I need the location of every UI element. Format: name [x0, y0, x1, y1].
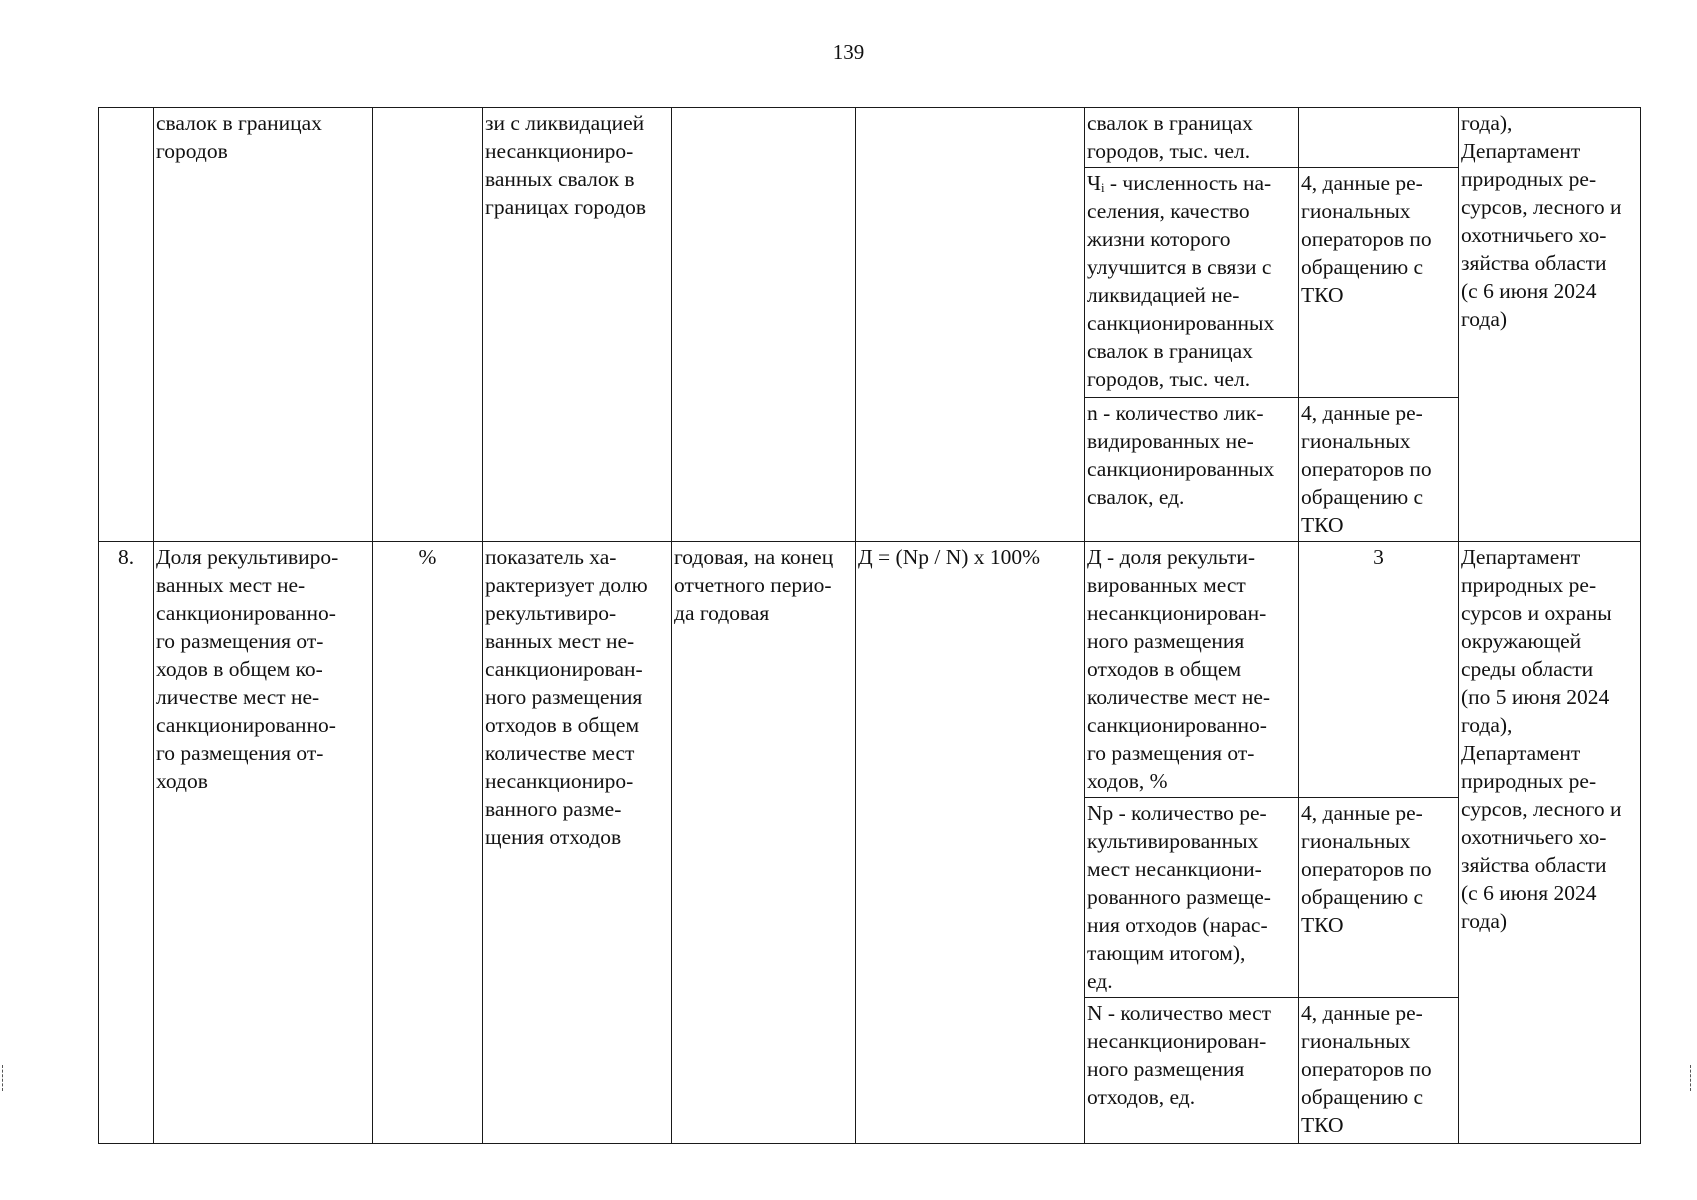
text-line: природных ре-	[1461, 167, 1597, 191]
text-line: показатель ха-	[485, 545, 617, 569]
cell-formula: Д = (Nр / N) х 100%	[856, 542, 1085, 1144]
text-line: операторов по	[1301, 857, 1432, 881]
text-line: санкционированных	[1087, 311, 1275, 335]
text-line: вированных мест	[1087, 573, 1246, 597]
text-line: (с 6 июня 2024	[1461, 881, 1597, 905]
cell-variable	[1085, 168, 1299, 398]
text-line: гиональных	[1301, 1029, 1411, 1053]
text-line: отходов в общем	[485, 713, 640, 737]
text-line: Доля рекультивиро-	[156, 545, 339, 569]
text-line: года),	[1461, 111, 1513, 135]
cell-unit	[373, 108, 483, 542]
text-line: 4, данные ре-	[1301, 801, 1423, 825]
text-line: N - количество мест	[1087, 1001, 1272, 1025]
text-line: ТКО	[1301, 1113, 1344, 1137]
table-row-8	[99, 542, 1641, 798]
table-row-continuation	[99, 108, 1641, 168]
text-line: сурсов и охраны	[1461, 601, 1612, 625]
text-line	[1301, 109, 1456, 137]
text-line: видированных не-	[1087, 429, 1254, 453]
text-line: городов, тыс. чел.	[1087, 139, 1251, 163]
text-line: свалок, ед.	[1087, 485, 1185, 509]
text-line: Nр - количество ре-	[1087, 801, 1267, 825]
text-line: отходов в общем	[1087, 657, 1242, 681]
cell-variable	[1085, 798, 1299, 998]
text-line: количестве мест не-	[1087, 685, 1271, 709]
text-line: Департамент	[1461, 139, 1581, 163]
text-line: (по 5 июня 2024	[1461, 685, 1610, 709]
cell-source	[1299, 398, 1459, 542]
text-line: го размещения от-	[156, 741, 324, 765]
text-line: санкционированно-	[1087, 713, 1267, 737]
text-line: охотничьего хо-	[1461, 825, 1607, 849]
text-line: ходов	[156, 769, 208, 793]
text-line: санкционированно-	[156, 601, 336, 625]
text-line: годовая, на конец	[674, 545, 834, 569]
cell-variable	[1085, 398, 1299, 542]
text-line: го размещения от-	[1087, 741, 1255, 765]
cell-source	[1299, 168, 1459, 398]
text-line: зи с ликвидацией	[485, 111, 645, 135]
cell-formula	[856, 108, 1085, 542]
text-line: природных ре-	[1461, 769, 1597, 793]
text-line: рованного размеще-	[1087, 885, 1271, 909]
text-line: Департамент	[1461, 545, 1581, 569]
text-line: городов	[156, 139, 228, 163]
cell-periodicity	[672, 108, 856, 542]
text-line: несанкциониро-	[485, 769, 634, 793]
text-line: отчетного перио-	[674, 573, 832, 597]
cell-periodicity	[672, 542, 856, 1144]
text-line: ходов в общем ко-	[156, 657, 323, 681]
text-line: отходов, ед.	[1087, 1085, 1196, 1109]
cell-responsible	[1459, 108, 1641, 542]
indicator-table	[98, 107, 1641, 1144]
text-line: личестве мест не-	[156, 685, 320, 709]
text-line: сурсов, лесного и	[1461, 195, 1622, 219]
text-line: окружающей	[1461, 629, 1582, 653]
text-line: рекультивиро-	[485, 601, 617, 625]
text-line: ед.	[1087, 969, 1113, 993]
text-line: ликвидацией не-	[1087, 283, 1240, 307]
text-line: санкционирован-	[485, 657, 643, 681]
text-line: городов, тыс. чел.	[1087, 367, 1251, 391]
text-line: обращению с	[1301, 485, 1424, 509]
text-line: количестве мест	[485, 741, 635, 765]
text-line: природных ре-	[1461, 573, 1597, 597]
text-line: среды области	[1461, 657, 1594, 681]
cell-source	[1299, 798, 1459, 998]
text-line: ного размещения	[485, 685, 643, 709]
text-line: ванных свалок в	[485, 167, 635, 191]
text-line: жизни которого	[1087, 227, 1231, 251]
text-line: 4, данные ре-	[1301, 1001, 1423, 1025]
text-line: санкционированных	[1087, 457, 1275, 481]
cell-unit: %	[373, 542, 483, 1144]
text-line: сурсов, лесного и	[1461, 797, 1622, 821]
text-line: зяйства области	[1461, 853, 1607, 877]
left-binding-mark	[2, 1065, 9, 1091]
text-line: тающим итогом),	[1087, 941, 1246, 965]
cell-number	[99, 108, 154, 542]
text-line: ного размещения	[1087, 1057, 1245, 1081]
text-line: ного размещения	[1087, 629, 1245, 653]
cell-variable	[1085, 542, 1299, 798]
text-line: ходов, %	[1087, 769, 1168, 793]
text-line: Чᵢ - численность на-	[1087, 171, 1272, 195]
text-line: рактеризует долю	[485, 573, 648, 597]
text-line: обращению с	[1301, 885, 1424, 909]
text-line: улучшится в связи с	[1087, 255, 1272, 279]
text-line: свалок в границах	[156, 111, 322, 135]
text-line: года)	[1461, 909, 1508, 933]
cell-responsible	[1459, 542, 1641, 1144]
text-line: щения отходов	[485, 825, 622, 849]
cell-indicator-name	[154, 542, 373, 1144]
page-number: 139	[832, 40, 865, 64]
text-line: 4, данные ре-	[1301, 171, 1423, 195]
text-line: да годовая	[674, 601, 770, 625]
text-line: операторов по	[1301, 457, 1432, 481]
text-line: операторов по	[1301, 227, 1432, 251]
cell-source	[1299, 542, 1459, 798]
right-binding-mark	[1690, 1065, 1697, 1091]
text-line: границах городов	[485, 195, 647, 219]
cell-source	[1299, 998, 1459, 1144]
text-line: гиональных	[1301, 199, 1411, 223]
text-line: ванных мест не-	[485, 629, 635, 653]
text-line: свалок в границах	[1087, 339, 1253, 363]
text-line: мест несанкциони-	[1087, 857, 1262, 881]
text-line: 3	[1373, 545, 1384, 569]
text-line: гиональных	[1301, 429, 1411, 453]
text-line: зяйства области	[1461, 251, 1607, 275]
text-line: (с 6 июня 2024	[1461, 279, 1597, 303]
text-line: ванного разме-	[485, 797, 622, 821]
text-line: несанкционирован-	[1087, 1029, 1267, 1053]
text-line: года),	[1461, 713, 1513, 737]
text-line: санкционированно-	[156, 713, 336, 737]
text-line: го размещения от-	[156, 629, 324, 653]
cell-definition	[483, 542, 672, 1144]
text-line: года)	[1461, 307, 1508, 331]
text-line: операторов по	[1301, 1057, 1432, 1081]
text-line: ния отходов (нарас-	[1087, 913, 1268, 937]
text-line: Д - доля рекульти-	[1087, 545, 1255, 569]
text-line: обращению с	[1301, 1085, 1424, 1109]
text-line: свалок в границах	[1087, 111, 1253, 135]
cell-indicator-name	[154, 108, 373, 542]
cell-variable	[1085, 108, 1299, 168]
text-line: Департамент	[1461, 741, 1581, 765]
cell-variable	[1085, 998, 1299, 1144]
cell-number: 8.	[99, 542, 154, 1144]
text-line: ТКО	[1301, 283, 1344, 307]
text-line: несанкционирован-	[1087, 601, 1267, 625]
text-line: n - количество лик-	[1087, 401, 1264, 425]
text-line: селения, качество	[1087, 199, 1250, 223]
text-line: обращению с	[1301, 255, 1424, 279]
text-line: гиональных	[1301, 829, 1411, 853]
text-line: культивированных	[1087, 829, 1259, 853]
cell-source	[1299, 108, 1459, 168]
text-line: 4, данные ре-	[1301, 401, 1423, 425]
text-line: охотничьего хо-	[1461, 223, 1607, 247]
text-line: несанкциониро-	[485, 139, 634, 163]
text-line: ТКО	[1301, 513, 1344, 537]
text-line: ТКО	[1301, 913, 1344, 937]
text-line: ванных мест не-	[156, 573, 306, 597]
cell-definition	[483, 108, 672, 542]
